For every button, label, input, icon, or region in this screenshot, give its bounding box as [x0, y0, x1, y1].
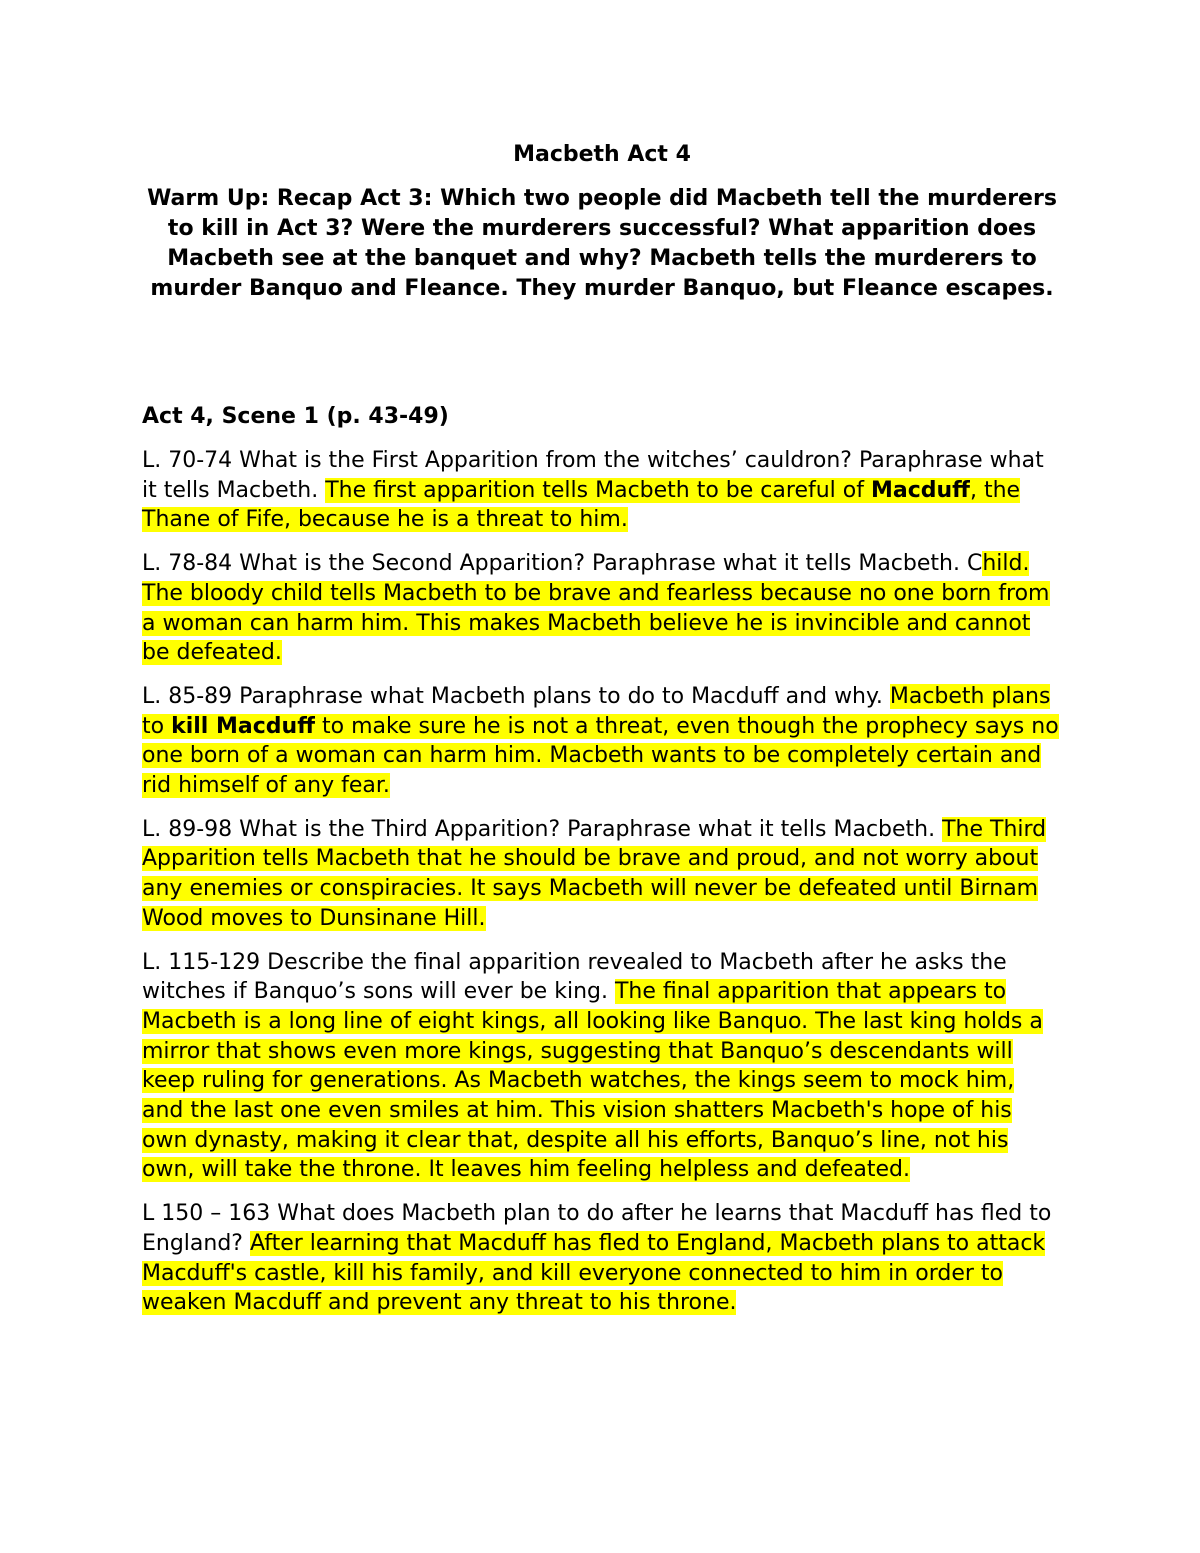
answer-4: The Third Apparition tells Macbeth that he should be brave and proud, and not worry about any enemies or conspiracies. It says Macbeth will never be defeated until Birnam Wood moves to Dunsinane Hill.	[142, 816, 1047, 931]
answer-3-part-b: to make sure he is not a threat, even though the prophecy says no one born of a woman can harm him. Macbeth wants to be completely certain and rid himself of any fear.	[142, 713, 1059, 799]
question-3-text: L. 85-89 Paraphrase what Macbeth plans to do to Macduff and why.	[142, 683, 890, 709]
question-6-text: L 150 – 163 What does Macbeth plan to do after he learns that Macduff has fled to England?	[142, 1201, 1052, 1256]
answer-5: The final apparition that appears to Macbeth is a long line of eight kings, all looking like Banquo. The last king holds a mirror that shows even more kings, suggesting that Banquo’s descendants will keep ruling for generations. As Macbeth watches, the kings seem to mock him, and the last one even smiles at him. This vision shatters Macbeth's hope of his own dynasty, making it clear that, despite all his efforts, Banquo’s line, not his own, will take the throne. It leaves him feeling helpless and defeated.	[142, 979, 1043, 1183]
answer-3-part-a: Macbeth plans to	[142, 683, 1051, 739]
question-2	[142, 549, 1062, 668]
answer-1-bold: Macduff	[870, 477, 970, 503]
answer-1-part-b: , the Thane of Fife, because he is a threat to him.	[142, 477, 1021, 533]
warmup-prompt: Warm Up: Recap Act 3: Which two people did Macbeth tell the murderers to kill in Act 3? Were the murderers successful? What apparition does Macbeth see at the banquet and why? Macbeth tells the murderers to murder Banquo and Fleance. They murder Banquo, but Fleance escapes.	[147, 186, 1057, 301]
answer-3-bold: kill Macduff	[171, 713, 316, 739]
question-4-text: L. 89-98 What is the Third Apparition? Paraphrase what it tells Macbeth.	[142, 816, 943, 842]
document-title: Macbeth Act 4	[513, 142, 691, 167]
question-1	[142, 446, 1062, 535]
answer-2: hild. The bloody child tells Macbeth to be brave and fearless because no one born from a woman can harm him. This makes Macbeth believe he is invincible and cannot be defeated.	[142, 551, 1050, 666]
question-6	[142, 1199, 1062, 1318]
section-heading: Act 4, Scene 1 (p. 43-49)	[142, 404, 449, 429]
question-4	[142, 815, 1062, 934]
answer-1-part-a: The first apparition tells Macbeth to be careful of	[325, 477, 871, 503]
question-2-text: L. 78-84 What is the Second Apparition? Paraphrase what it tells Macbeth. C	[142, 551, 983, 577]
question-3	[142, 682, 1062, 801]
answer-6: After learning that Macduff has fled to England, Macbeth plans to attack Macduff's castle, kill his family, and kill everyone connected to him in order to weaken Macduff and prevent any threat to his throne.	[142, 1230, 1046, 1316]
question-5-text: L. 115-129 Describe the final apparition revealed to Macbeth after he asks the witches if Banquo’s sons will ever be king.	[142, 949, 1007, 1005]
question-1-text: L. 70-74 What is the First Apparition from the witches’ cauldron? Paraphrase what it tells Macbeth.	[142, 448, 1044, 503]
document-page	[142, 140, 1062, 1332]
question-5	[142, 948, 1062, 1186]
